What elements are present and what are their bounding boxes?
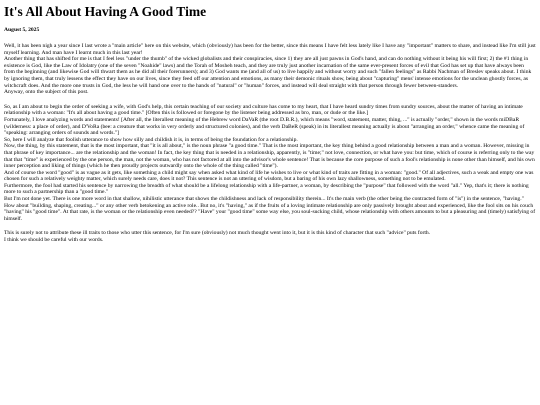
text-line: Now, the thing, by this statement, that is the most important, that "it is all about," is the noun phrase "a good time." That is the most important, the key thing behind a good relationship between a man and a woman. However, missing in that phrase of key importance... are the relationship and the woman! In fact, the key thing that is needed in a relationship, apparently, is "time;" not love, connection, or what have you: but time, which of course is referring only to the way that that "time" is experienced by the one person, the man, not the woman, who has not factored at all into the advisor's whole sentence! That is because the core purpose of such a fool's relationship is none other than himself, and his own inner perception and liking of things (which he then proudly projects outwardly onto the whole of the thing called "time"). <box>4 143 535 170</box>
paragraph-intro <box>4 43 536 96</box>
text-line: So, here I will analyze that foolish utterance to show how silly and childish it is, in terms of being the foundation for a relationship. <box>4 136 298 143</box>
text-line: But I'm not done yet. There is one more word in that shallow, nihilistic utterance that shows the childishness and lack of responsibility therein... It's the main verb (the other being the contracted form of "is") in the sentence, "having." How about "building, shaping, creating..." or any other verb betokening an active role.. But no, it's "having," as if the fruits of a loving intimate relationship are only passively brought about and experienced, like the fool sits on his couch "having" his "good time". At that rate, is the woman or the relationship even needed?? "Have" your "good time" some way else, you soul-sucking child, whose relationship with others amounts to but a pleasuring and (timely) satisfying of himself. <box>4 196 536 222</box>
text-line: This is surely not to attribute these ill traits to those who utter this sentence, for I'm sure (obviously) not much thought went into it, but it is this kind of character that such "advice" puts forth. <box>4 230 431 237</box>
text-line: Well, it has been nigh a year since I last wrote a "main article" here on this website, which (obviously) has been for the better, since this means I have felt less lately like I have any "important" matters to share, and instead like I'm still just myself learning. And man have I learnt much in this last year! <box>4 43 536 56</box>
text-line: Another thing that has shifted for me is that I feel less "under the thumb" of the wicked globalists and their conspiracies, since 1) they are all just pawns in God's hand, and can do nothing without it being his will first; 2) the #1 thing in existence is God, like the Law of Idolatry (one of the seven "Noahide" laws) and the Torah of Mosheh teach, and they are truly just another incarnation of the same ever-present forces of evil that God has set up that have always been from the beginning (and likewise God will thwart them as he did all their forerunners); and 3) God wants me (and all of us) to live happily and without worry and such "fallen feelings" as Rabbi Nachman of Breslev speaks about. I think by ignoring them, that truly lessens the effect they have on our lives, since they feed off our attention and emotions, as many their demonic rituals show, being about "capturing" mens' intense emotions for the unclean ghostly forces, as witchcraft does. And the more one trusts in God, the less he will hand one over to the hands of "natural" or "human" forces, and instead will deal straight with that person through fewer between-standers. <box>4 56 532 89</box>
text-line: So, as I am about to begin the order of seeking a wife, with God's help, this certain teaching of our society and culture has come to my heart, that I have heard sundry times from sundry sources, about the matter of having an intimate relationship with a woman: "It's all about having a good time." [Often this is followed or foregone by the listener being addressed as bro, man, or dude or the like.] <box>4 103 523 117</box>
paragraph-conclusion <box>4 230 536 243</box>
paragraph-analysis <box>4 104 536 223</box>
text-line: Fortunately, I love analyzing words and statements! [After all, the literallest meaning of the Hebrew word DaVaR (the root D.B.R.), which means "word, statement, matter, thing, ..." is actually "order," shown in the words miDBaR (wilderness: a place of order), and D'VoRa (bee: a creature that works in very orderly and structured colonies), and the verb DaBeR (speak) in its literallest meaning actually is about "arranging an order," whence came the meaning of "speaking: arranging orders of sounds and words."] <box>4 116 525 137</box>
text-line: Furthermore, the fool had started his sentence by narrowing the breadth of what should be a lifelong relationship with a life-partner, a woman, by describing the "purpose" that followed with the word "all." Yep, that's it; there is nothing more to such a partnership than a "good time." <box>4 182 529 196</box>
text-line: And of course the word "good" is as vague as it gets, like something a child might say when asked what kind of life he wishes to live or what kind of traits are fitting in a woman: "good." Of all adjectives, such a weak and empty one was chosen for such a relatively weighty matter, which surely needs care, does it not? This sentence is not an uttering of wisdom, but a baring of his own lazy shallowness, something not to be emulated. <box>4 169 534 183</box>
page-title: It's All About Having A Good Time <box>4 4 207 19</box>
text-line: I think we should be careful with our words. <box>4 237 104 244</box>
post-date: August 5, 2025 <box>4 27 40 33</box>
text-line: Anyway, onto the subject of this post. <box>4 89 89 96</box>
